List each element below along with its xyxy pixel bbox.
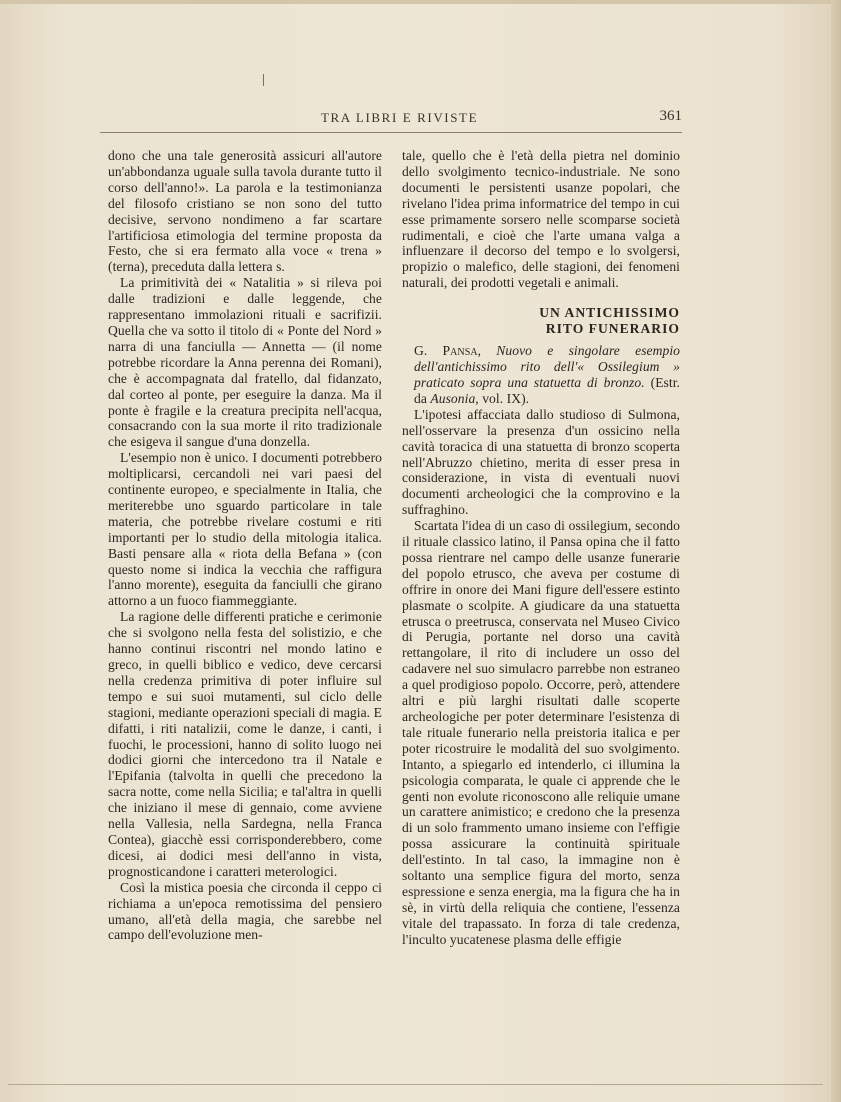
left-column (108, 148, 382, 943)
section-heading-line-2: RITO FUNERARIO (545, 321, 680, 337)
section-heading-line-1: UN ANTICHISSIMO (539, 305, 680, 321)
right-paragraph-2: Scartata l'idea di un caso di ossilegium, secondo il rituale classico latino, il Pansa opina che il fatto possa rientrare nel campo delle usanze funerarie del popolo etrusco, che aveva per costume di offrire in onore dei Mani figure dell'essere estinto plasmate o scolpite. A giudicare da una statuetta etrusca o preetrusca, conservata nel Museo Civico di Perugia, portante nel dorso una cavità rettangolare, il rito di includere un osso del cadavere nel suo simulacro parrebbe non estraneo a quel prodigioso popolo. Occorre, però, attendere altri e più larghi risultati dalle scoperte archeologiche per poter determinare l'esistenza di tale rituale funerario nella preistoria italica e per poter ricostruire le modalità del suo svolgimento. Intanto, a spiegarlo ed intenderlo, ci illumina la psicologia comparata, le quale ci apprende che le genti non evolute riconoscono alle reliquie umane un carattere animistico; e credono che la presenza di un solo frammento umano insieme con l'effigie possa assicurare la continuità spirituale dell'estinto. In tal caso, la immagine non è soltanto una semplice figura del morto, senza espressione e senza energia, ma la figura che ha in sè, in virtù della reliquia che contiene, l'essenza vitale del trapassato. In forza di tale credenza, l'inculto yucatenese plasma delle effigie (402, 518, 680, 947)
section-heading (402, 305, 680, 337)
citation-author: G. Pansa, (414, 343, 482, 359)
page-number: 361 (659, 108, 682, 124)
left-paragraph-4: La ragione delle differenti pratiche e cerimonie che si svolgono nella festa del solistizio, e che hanno continui riscontri nel mondo latino e greco, in quelli biblico e vedico, deve cercarsi nella credenza primitiva di poter influire sul tempo e sui suoi mutamenti, sul ciclo delle stagioni, mediante operazioni speciali di magia. E difatti, i riti natalizii, come le danze, i canti, i fuochi, le processioni, hanno di solito luogo nei dodici giorni che intercedono tra il Natale e l'Epifania (talvolta in quelli che precedono la sacra notte, come nella Sicilia; e tal'altra in quelli che iniziano il mese di gennaio, come avviene nella Vallesia, nella Sardegna, nella Franca Contea), giacchè essi corrisponderebbero, come dicesi, ai dodici mesi dell'anno in vista, prognosticandone i caratteri meterologici. (108, 609, 382, 879)
running-head-title: TRA LIBRI E RIVISTE (321, 110, 479, 125)
left-paragraph-5: Così la mistica poesia che circonda il ceppo ci richiama a un'epoca remotissima del pensiero umano, all'età della magia, che sarebbe nel campo dell'evoluzione men- (108, 879, 382, 943)
page-right-edge (831, 0, 841, 1102)
running-head (105, 110, 682, 130)
right-paragraph-top: tale, quello che è l'età della pietra nel dominio dello svolgimento tecnico-industriale. Ne sono documenti le persistenti usanze popolari, che rivelano l'idea prima informatrice del tempo in cui esse primamente sorsero nelle scomparse società rudimentali, e cioè che l'arte umana valga a influenzare il decorso del tempo e lo svolgersi, propizio o malefico, delle stagioni, dei fenomeni naturali, dei prodotti vegetali e animali. (402, 148, 680, 291)
right-column (402, 148, 680, 948)
citation-source-prefix: (Estr. da (414, 374, 680, 406)
citation-title: Nuovo e singolare esempio dell'antichissimo rito dell'« Ossilegium » praticato sopra una statuetta di bronzo. (414, 343, 680, 390)
header-rule (100, 132, 682, 133)
left-paragraph-3: L'esempio non è unico. I documenti potrebbero moltiplicarsi, cercandoli nei vari paesi del continente europeo, e specialmente in Italia, che meriterebbe uno sguardo particolare in tale materia, che potrebbe rivelare costumi e riti importanti per lo studio della mitologia italica. Basti pensare alla « riota della Befana » (con questo nome si indica la vecchia che raffigura l'anno morente), eseguita da fanciulli che girano attorno a un fuoco fiammeggiante. (108, 450, 382, 609)
left-paragraph-1: dono che una tale generosità assicuri all'autore un'abbondanza uguale sulla tavola durante tutto il corso dell'anno!». La parola e la testimonianza del filosofo cristiano se non sono del tutto decisive, servono nondimeno a far scartare l'artificiosa etimologia del termine proposta da Festo, che si era fermato alla voce « trena » (terna), preceduta dalla lettera s. (108, 148, 382, 275)
right-paragraph-1: L'ipotesi affacciata dallo studioso di Sulmona, nell'osservare la presenza d'un ossicino nella cavità toracica di una statuetta di bronzo scoperta nell'Abruzzo chietino, merita di esser presa in considerazione, in vista di eventuali nuovi documenti archeologici che la comprovino e la suffraghino. (402, 406, 680, 518)
citation (402, 343, 680, 407)
citation-source-journal: Ausonia, (430, 390, 479, 406)
left-paragraph-2: La primitività dei « Natalitia » si rileva poi dalle tradizioni e dalle leggende, che rappresentano immolazioni rituali e sacrifizii. Quella che va sotto il titolo di « Ponte del Nord » narra di una fanciulla — Annetta — (il nome potrebbe ricordare la Anna perenna dei Romani), che è accompagnata dal fratello, dal fidanzato, dal corteo al ponte, per eseguire la danza. Ma il ponte è fragile e la creatura precipita nell'acqua, consacrando con la sua morte il rito tradizionale che esigeva il sangue d'una donzella. (108, 275, 382, 450)
page-top-edge (0, 0, 841, 4)
bottom-rule (8, 1084, 823, 1085)
citation-source-suffix: vol. IX). (482, 390, 530, 406)
ink-mark (263, 74, 268, 86)
